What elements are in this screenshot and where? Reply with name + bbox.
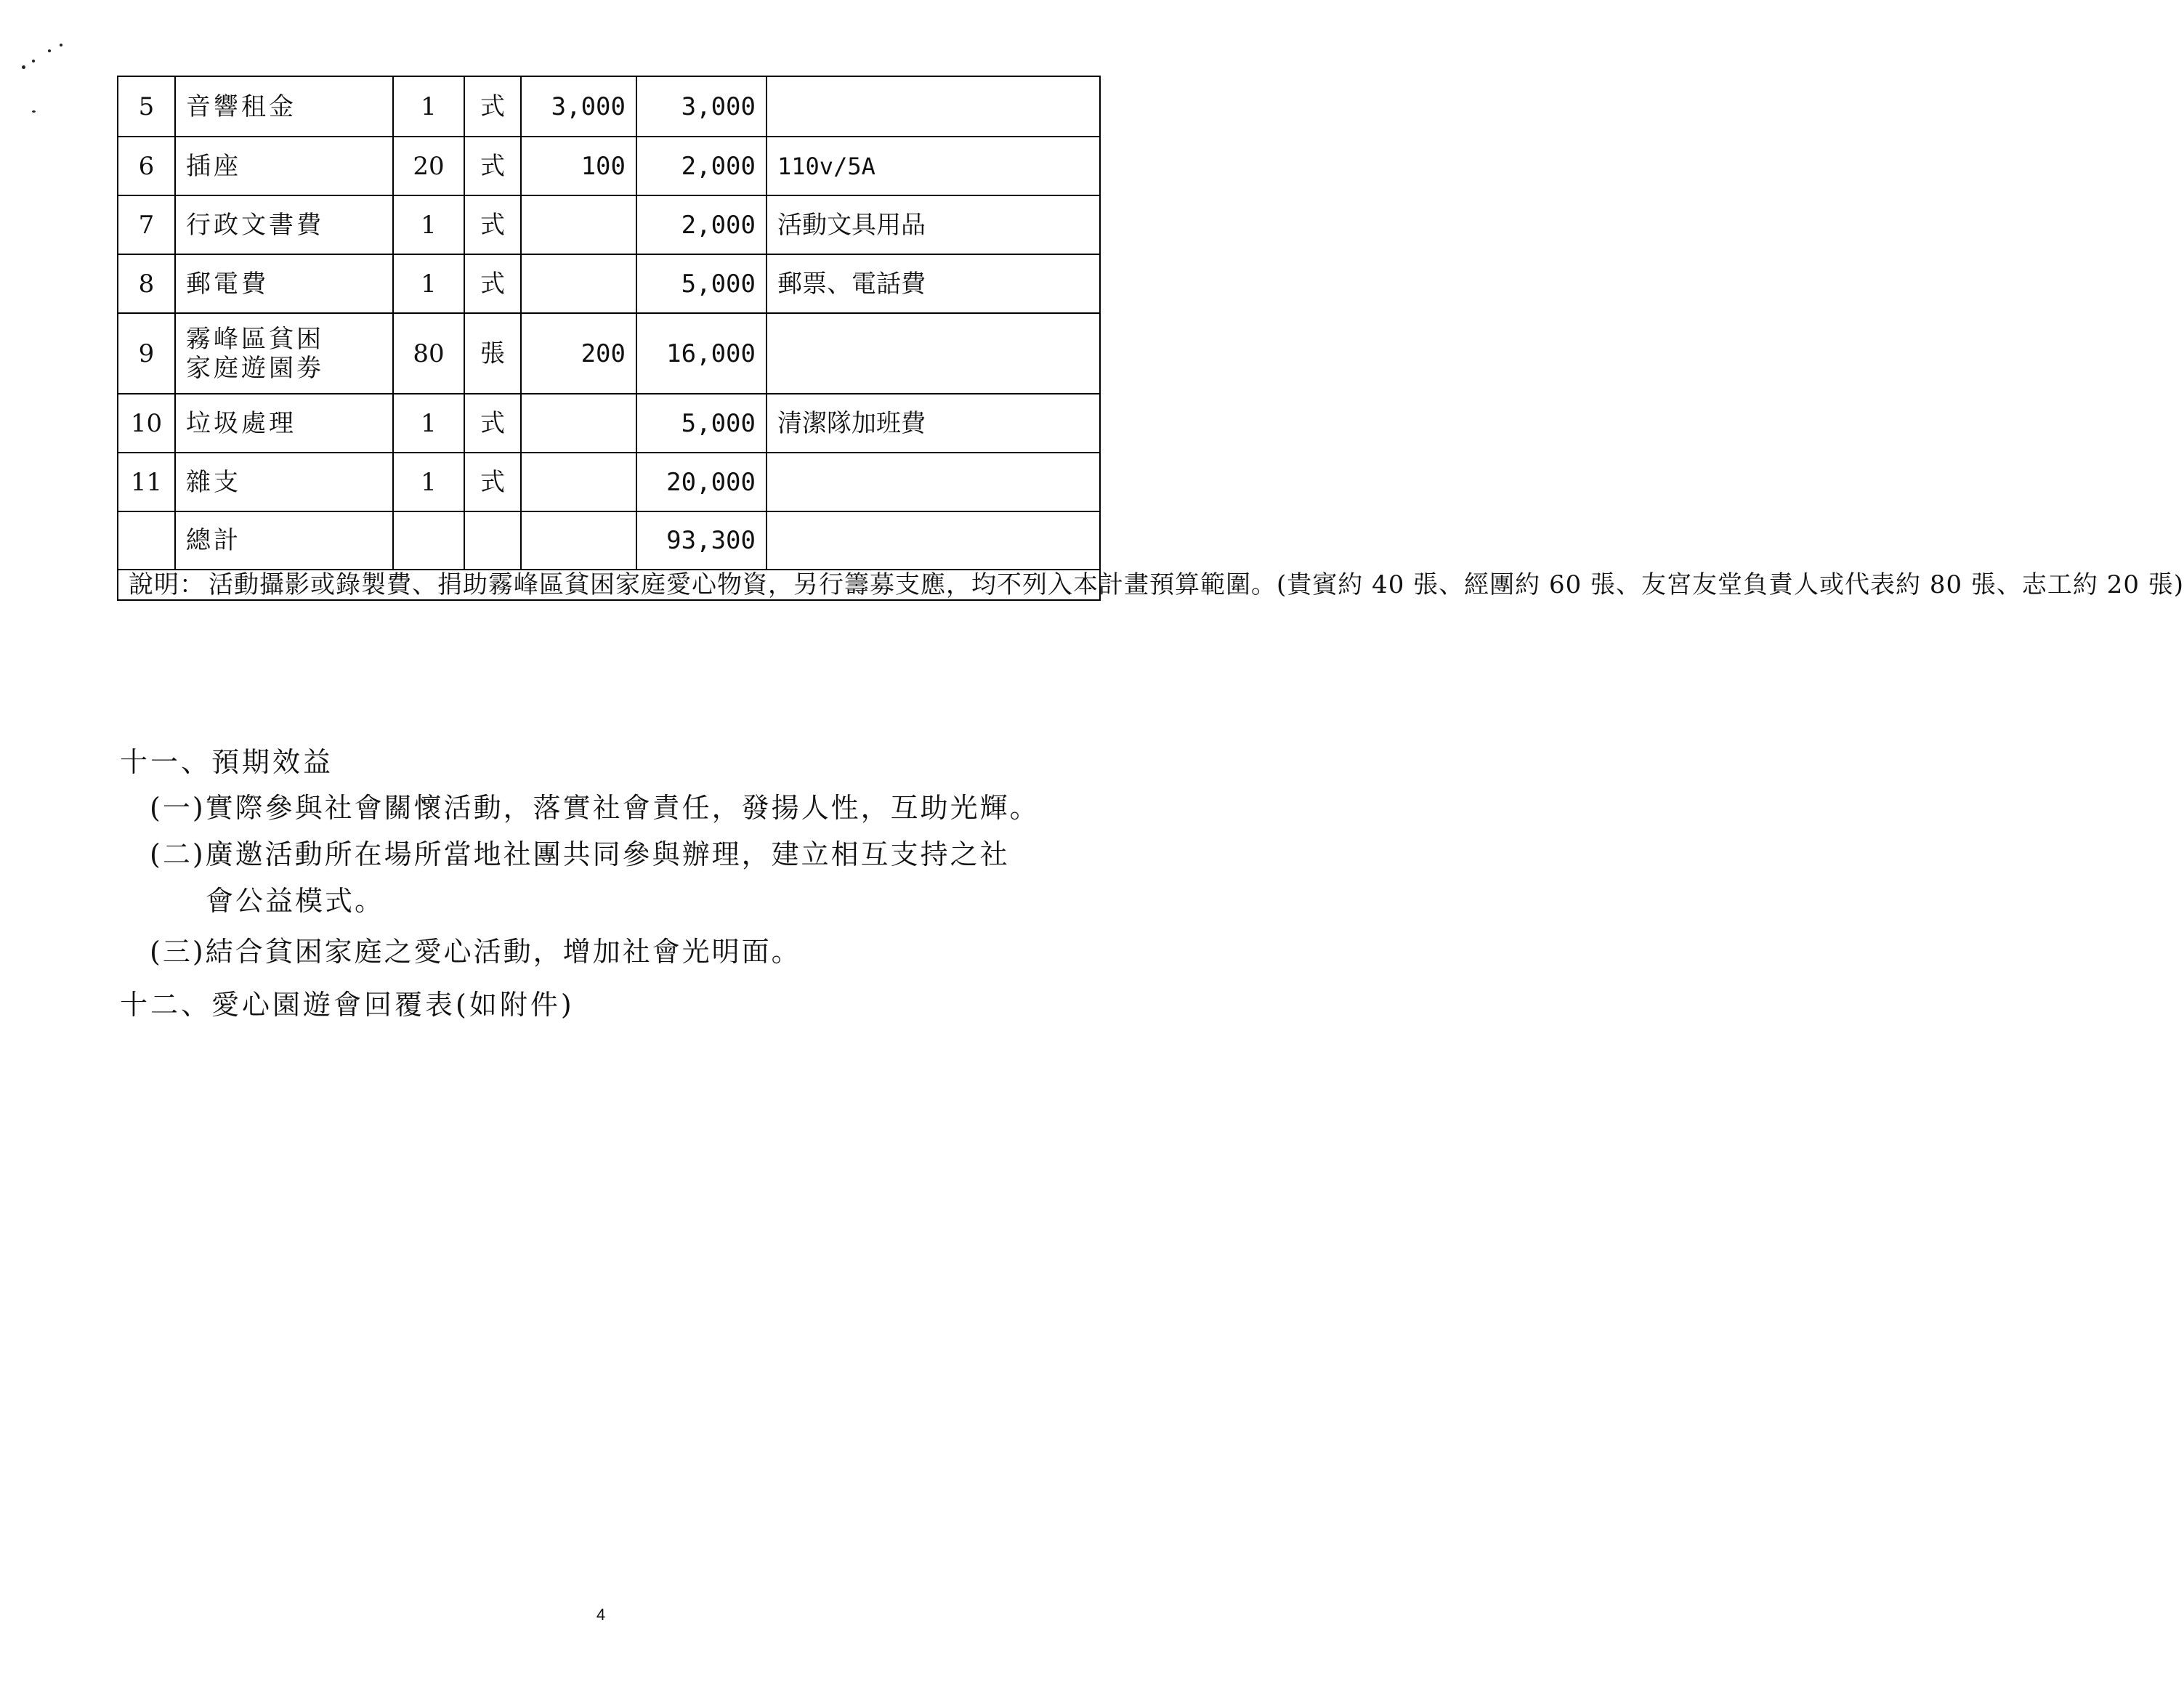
benefit-item-3 (150, 930, 801, 974)
item-name: 郵電費 (175, 254, 393, 313)
unit-price: 3,000 (521, 76, 636, 137)
table-row (118, 313, 1100, 394)
row-number: 6 (118, 137, 175, 195)
remark (767, 453, 1100, 511)
unit-price (521, 254, 636, 313)
item-marker: (一) (150, 792, 206, 824)
quantity: 1 (393, 254, 464, 313)
item-marker: (二) (150, 838, 206, 870)
item-name: 垃圾處理 (175, 394, 393, 453)
row-number: 7 (118, 195, 175, 254)
quantity: 1 (393, 453, 464, 511)
row-number: 10 (118, 394, 175, 453)
row-number: 9 (118, 313, 175, 394)
amount: 5,000 (636, 394, 767, 453)
scan-speck (22, 65, 25, 69)
remark (767, 313, 1100, 394)
unit: 式 (464, 453, 521, 511)
total-number-cell (118, 511, 175, 570)
unit: 式 (464, 254, 521, 313)
amount: 2,000 (636, 195, 767, 254)
scan-speck (32, 60, 35, 62)
budget-note (118, 570, 2184, 600)
item-text: 實際參與社會關懷活動，落實社會責任，發揚人性，互助光輝。 (205, 792, 1040, 824)
amount: 16,000 (636, 313, 767, 394)
total-amount: 93,300 (636, 511, 767, 570)
note-text: 活動攝影或錄製費、捐助霧峰區貧困家庭愛心物資，另行籌募支應，均不列入本計畫預算範圍。(貴賓約 40 張、經團約 60 張、友宮友堂負責人或代表約 80 張、志工約 20 張) (209, 570, 2184, 599)
table-row (118, 137, 1100, 195)
item-name: 插座 (175, 137, 393, 195)
note-label: 說明： (129, 570, 205, 599)
unit: 式 (464, 76, 521, 137)
unit-price (521, 453, 636, 511)
benefit-item-2-continued: 會公益模式。 (206, 885, 385, 917)
total-qty-cell (393, 511, 464, 570)
table-row (118, 254, 1100, 313)
note-row (118, 570, 1100, 600)
item-text: 結合貧困家庭之愛心活動，增加社會光明面。 (205, 936, 801, 968)
row-number: 5 (118, 76, 175, 137)
unit-price: 200 (521, 313, 636, 394)
amount: 5,000 (636, 254, 767, 313)
unit: 式 (464, 137, 521, 195)
page-number: 4 (596, 1606, 606, 1624)
unit: 式 (464, 394, 521, 453)
amount: 3,000 (636, 76, 767, 137)
item-name: 霧峰區貧困家庭遊園劵 (175, 313, 393, 394)
remark: 郵票、電話費 (767, 254, 1100, 313)
item-marker: (三) (150, 936, 206, 968)
quantity: 20 (393, 137, 464, 195)
quantity: 1 (393, 76, 464, 137)
table-row (118, 195, 1100, 254)
section-heading-reply-form: 十二、愛心園遊會回覆表(如附件) (120, 989, 575, 1021)
section-heading-expected-benefits: 十一、預期效益 (120, 746, 334, 778)
total-price-cell (521, 511, 636, 570)
row-number: 8 (118, 254, 175, 313)
unit-price: 100 (521, 137, 636, 195)
item-name: 音響租金 (175, 76, 393, 137)
unit-price (521, 394, 636, 453)
quantity: 80 (393, 313, 464, 394)
quantity: 1 (393, 195, 464, 254)
table-row (118, 76, 1100, 137)
total-row (118, 511, 1100, 570)
amount: 20,000 (636, 453, 767, 511)
total-remark-cell (767, 511, 1100, 570)
remark: 活動文具用品 (767, 195, 1100, 254)
row-number: 11 (118, 453, 175, 511)
remark: 清潔隊加班費 (767, 394, 1100, 453)
unit: 張 (464, 313, 521, 394)
remark (767, 76, 1100, 137)
unit-price (521, 195, 636, 254)
total-label: 總計 (175, 511, 393, 570)
benefit-item-2 (150, 833, 1010, 876)
unit: 式 (464, 195, 521, 254)
item-text: 廣邀活動所在場所當地社團共同參與辦理，建立相互支持之社 (205, 838, 1010, 870)
item-name: 行政文書費 (175, 195, 393, 254)
scan-speck (32, 110, 36, 113)
benefit-item-1 (150, 786, 1040, 830)
table-row (118, 453, 1100, 511)
scan-speck (48, 49, 51, 52)
table-row (118, 394, 1100, 453)
scan-speck (60, 44, 62, 46)
remark: 110v/5A (767, 137, 1100, 195)
quantity: 1 (393, 394, 464, 453)
item-name: 雜支 (175, 453, 393, 511)
amount: 2,000 (636, 137, 767, 195)
total-unit-cell (464, 511, 521, 570)
budget-table (117, 76, 2184, 601)
